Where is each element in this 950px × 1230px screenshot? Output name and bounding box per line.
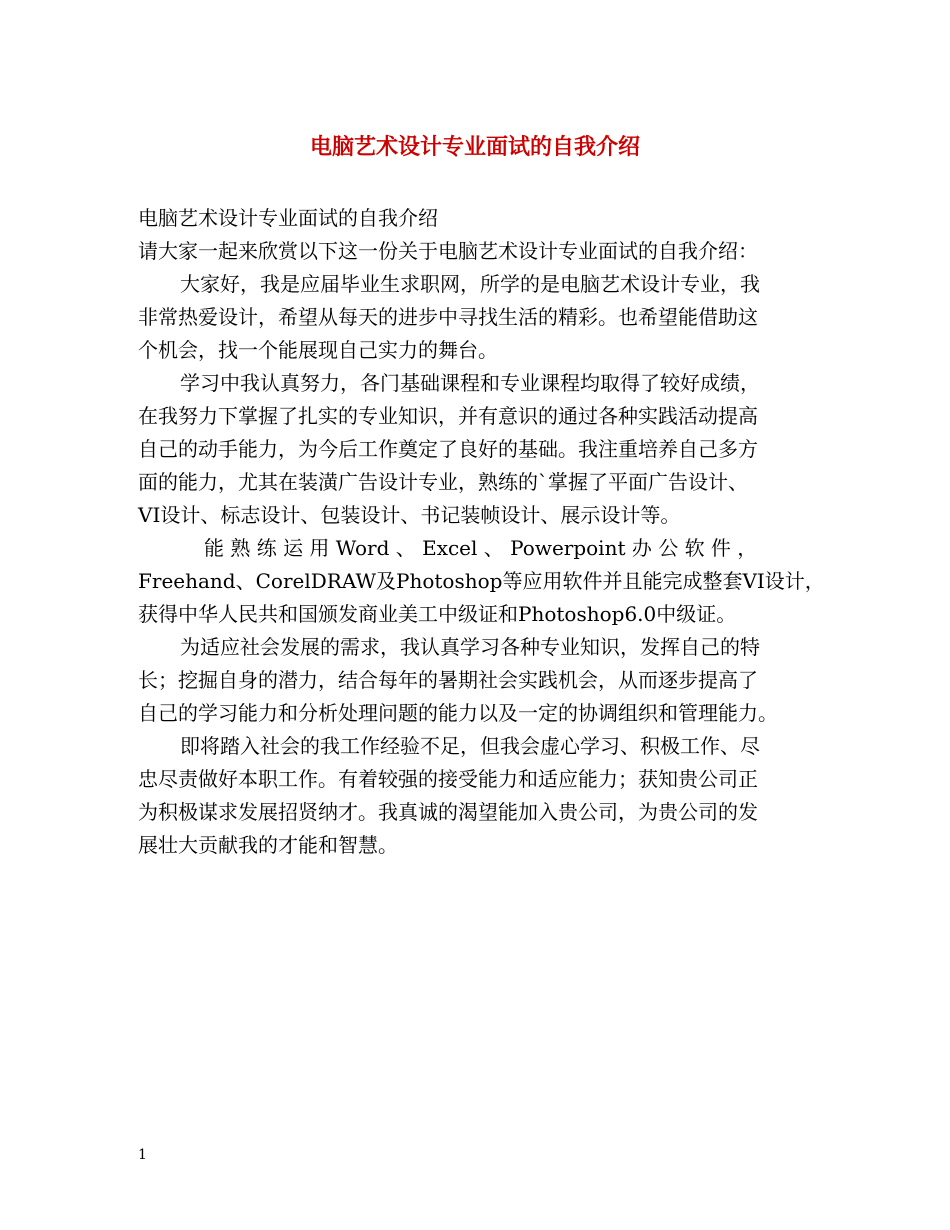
paragraph-3-line-3: 获得中华人民共和国颁发商业美工中级证和Photoshop6.0中级证。 — [138, 602, 737, 626]
page-number: 1 — [138, 1147, 147, 1163]
paragraph-2-line-5: VI设计、标志设计、包装设计、书记装帧设计、展示设计等。 — [138, 503, 681, 527]
paragraph-3-line-2: Freehand、CorelDRAW及Photoshop等应用软件并且能完成整套VI设计， — [138, 569, 825, 593]
paragraph-2-line-2: 在我努力下掌握了扎实的专业知识，并有意识的通过各种实践活动提高 — [138, 404, 758, 428]
subtitle-line: 电脑艺术设计专业面试的自我介绍 — [138, 206, 438, 230]
paragraph-2-line-4: 面的能力，尤其在装潢广告设计专业，熟练的`掌握了平面广告设计、 — [138, 470, 748, 494]
paragraph-2-line-3: 自己的动手能力，为今后工作奠定了良好的基础。我注重培养自己多方 — [138, 437, 758, 461]
document-title: 电脑艺术设计专业面试的自我介绍 — [309, 134, 640, 160]
paragraph-5-line-4: 展壮大贡献我的才能和智慧。 — [138, 833, 398, 857]
paragraph-4-line-2: 长；挖掘自身的潜力，结合每年的暑期社会实践机会，从而逐步提高了 — [138, 668, 758, 692]
paragraph-5-line-2: 忠尽责做好本职工作。有着较强的接受能力和适应能力；获知贵公司正 — [138, 767, 758, 791]
paragraph-1-line-3: 个机会，找一个能展现自己实力的舞台。 — [138, 338, 498, 362]
paragraph-4-line-3: 自己的学习能力和分析处理问题的能力以及一定的协调组织和管理能力。 — [138, 701, 778, 725]
paragraph-4-line-1: 为适应社会发展的需求，我认真学习各种专业知识，发挥自己的特 — [180, 635, 760, 659]
intro-line: 请大家一起来欣赏以下这一份关于电脑艺术设计专业面试的自我介绍： — [138, 239, 758, 263]
paragraph-1-line-2: 非常热爱设计，希望从每天的进步中寻找生活的精彩。也希望能借助这 — [138, 305, 758, 329]
paragraph-5-line-1: 即将踏入社会的我工作经验不足，但我会虚心学习、积极工作、尽 — [180, 734, 760, 758]
document-body — [138, 202, 824, 862]
paragraph-2-line-1: 学习中我认真努力，各门基础课程和专业课程均取得了较好成绩， — [180, 371, 760, 395]
paragraph-1-line-1: 大家好，我是应届毕业生求职网，所学的是电脑艺术设计专业，我 — [180, 272, 760, 296]
paragraph-5-line-3: 为积极谋求发展招贤纳才。我真诚的渴望能加入贵公司，为贵公司的发 — [138, 800, 758, 824]
paragraph-3-line-1: 能 熟 练 运 用 Word 、 Excel 、 Powerpoint 办 公 软 件 ， — [204, 536, 758, 560]
